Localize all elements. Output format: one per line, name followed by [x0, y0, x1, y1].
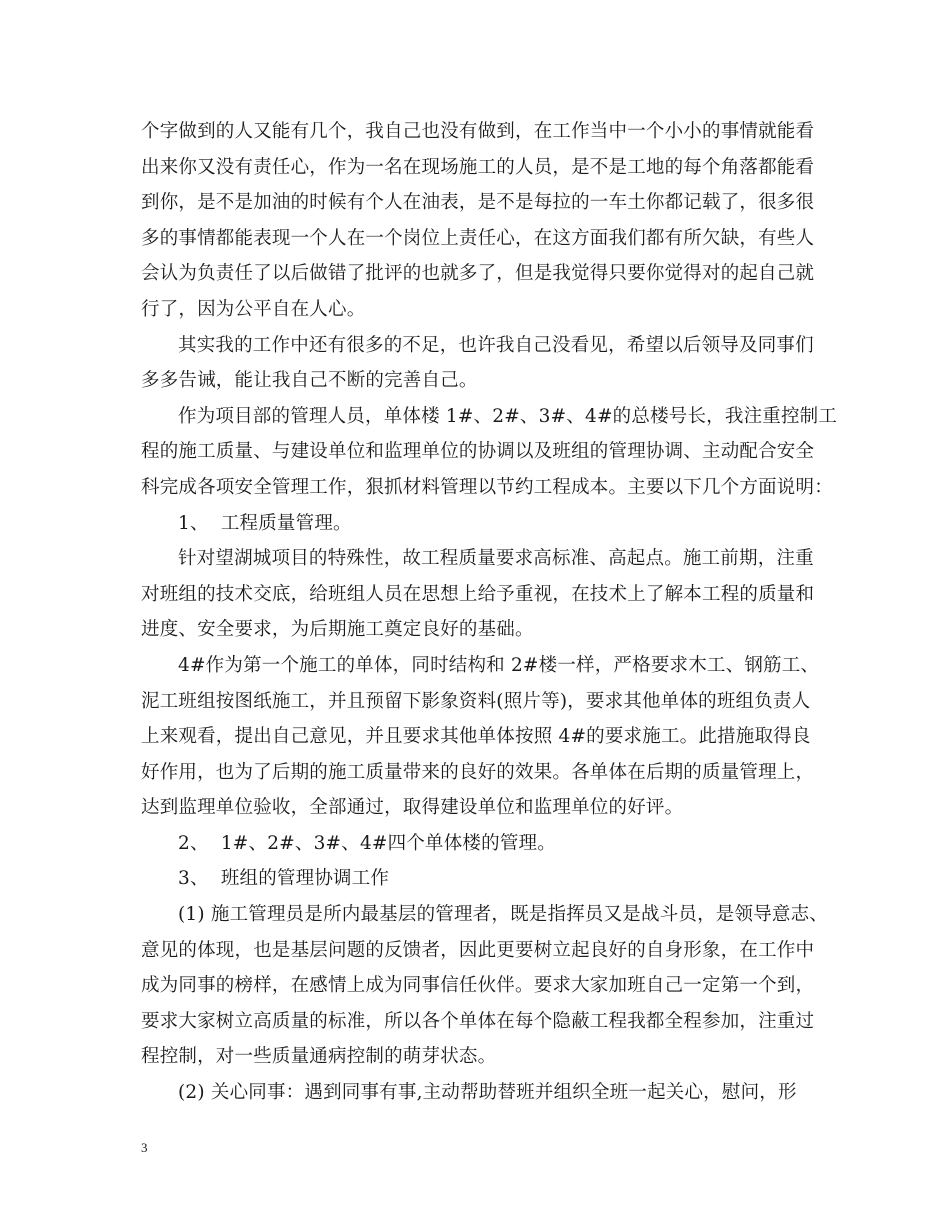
section-heading-quality — [141, 506, 831, 542]
paragraph-manager-role — [141, 897, 831, 1075]
text-line: 好作用，也为了后期的施工质量带来的良好的效果。各单体在后期的质量管理上， — [141, 761, 815, 783]
text-line: 针对望湖城项目的特殊性，故工程质量要求高标准、高起点。施工前期，注重 — [178, 548, 814, 570]
text-line: 达到监理单位验收，全部通过，取得建设单位和监理单位的好评。 — [141, 797, 684, 819]
paragraph-building-4 — [141, 648, 831, 826]
paragraph-shortcomings — [141, 328, 831, 399]
text-line: 3、 班组的管理协调工作 — [178, 868, 390, 890]
text-line: 出来你又没有责任心，作为一名在现场施工的人员，是不是工地的每个角落都能看 — [141, 156, 815, 178]
text-line: 程的施工质量、与建设单位和监理单位的协调以及班组的管理协调、主动配合安全 — [141, 441, 815, 463]
text-line: 作为项目部的管理人员，单体楼 1#、2#、3#、4#的总楼号长，我注重控制工 — [178, 405, 838, 427]
text-line: 1、 工程质量管理。 — [178, 512, 352, 534]
page-number: 3 — [141, 1140, 148, 1155]
text-line: 要求大家树立高质量的标准，所以各个单体在每个隐蔽工程我都全程参加，注重过 — [141, 1010, 815, 1032]
text-line: 成为同事的榜样，在感情上成为同事信任伙伴。要求大家加班自己一定第一个到， — [141, 975, 815, 997]
text-line: 进度、安全要求，为后期施工奠定良好的基础。 — [141, 619, 534, 641]
text-line: 科完成各项安全管理工作，狠抓材料管理以节约工程成本。主要以下几个方面说明： — [141, 476, 833, 498]
text-line: (1) 施工管理员是所内最基层的管理者，既是指挥员又是战斗员，是领导意志、 — [178, 904, 828, 926]
text-line: 多的事情都能表现一个人在一个岗位上责任心，在这方面我们都有所欠缺，有些人 — [141, 227, 815, 249]
text-line: 上来观看，提出自己意见，并且要求其他单体按照 4#的要求施工。此措施取得良 — [141, 726, 811, 748]
section-heading-buildings — [141, 826, 831, 862]
paragraph-responsibility — [141, 114, 831, 328]
paragraph-quality-prep — [141, 541, 831, 648]
text-line: 对班组的技术交底，给班组人员在思想上给予重视，在技术上了解本工程的质量和 — [141, 583, 815, 605]
text-line: 4#作为第一个施工的单体，同时结构和 2#楼一样，严格要求木工、钢筋工、 — [178, 654, 820, 676]
text-line: (2) 关心同事：遇到同事有事,主动帮助替班并组织全班一起关心，慰问，形 — [178, 1082, 797, 1104]
text-line: 到你，是不是加油的时候有个人在油表，是不是每拉的一车土你都记载了，很多很 — [141, 192, 815, 214]
text-line: 2、 1#、2#、3#、4#四个单体楼的管理。 — [178, 832, 556, 854]
text-line: 多多告诫，能让我自己不断的完善自己。 — [141, 370, 478, 392]
text-line: 泥工班组按图纸施工，并且预留下影象资料(照片等)，要求其他单体的班组负责人 — [141, 690, 811, 712]
text-line: 意见的体现，也是基层问题的反馈者，因此更要树立起良好的自身形象，在工作中 — [141, 939, 815, 961]
paragraph-care-colleagues — [141, 1075, 831, 1111]
body-text — [141, 114, 838, 1111]
section-heading-team-coordination — [141, 861, 831, 897]
text-line: 程控制，对一些质量通病控制的萌芽状态。 — [141, 1046, 497, 1068]
text-line: 会认为负责任了以后做错了批评的也就多了，但是我觉得只要你觉得对的起自己就 — [141, 263, 815, 285]
text-line: 行了，因为公平自在人心。 — [141, 298, 366, 320]
text-line: 其实我的工作中还有很多的不足，也许我自己没看见，希望以后领导及同事们 — [178, 334, 814, 356]
paragraph-role-overview — [141, 399, 838, 506]
text-line: 个字做到的人又能有几个，我自己也没有做到，在工作当中一个小小的事情就能看 — [141, 121, 815, 142]
